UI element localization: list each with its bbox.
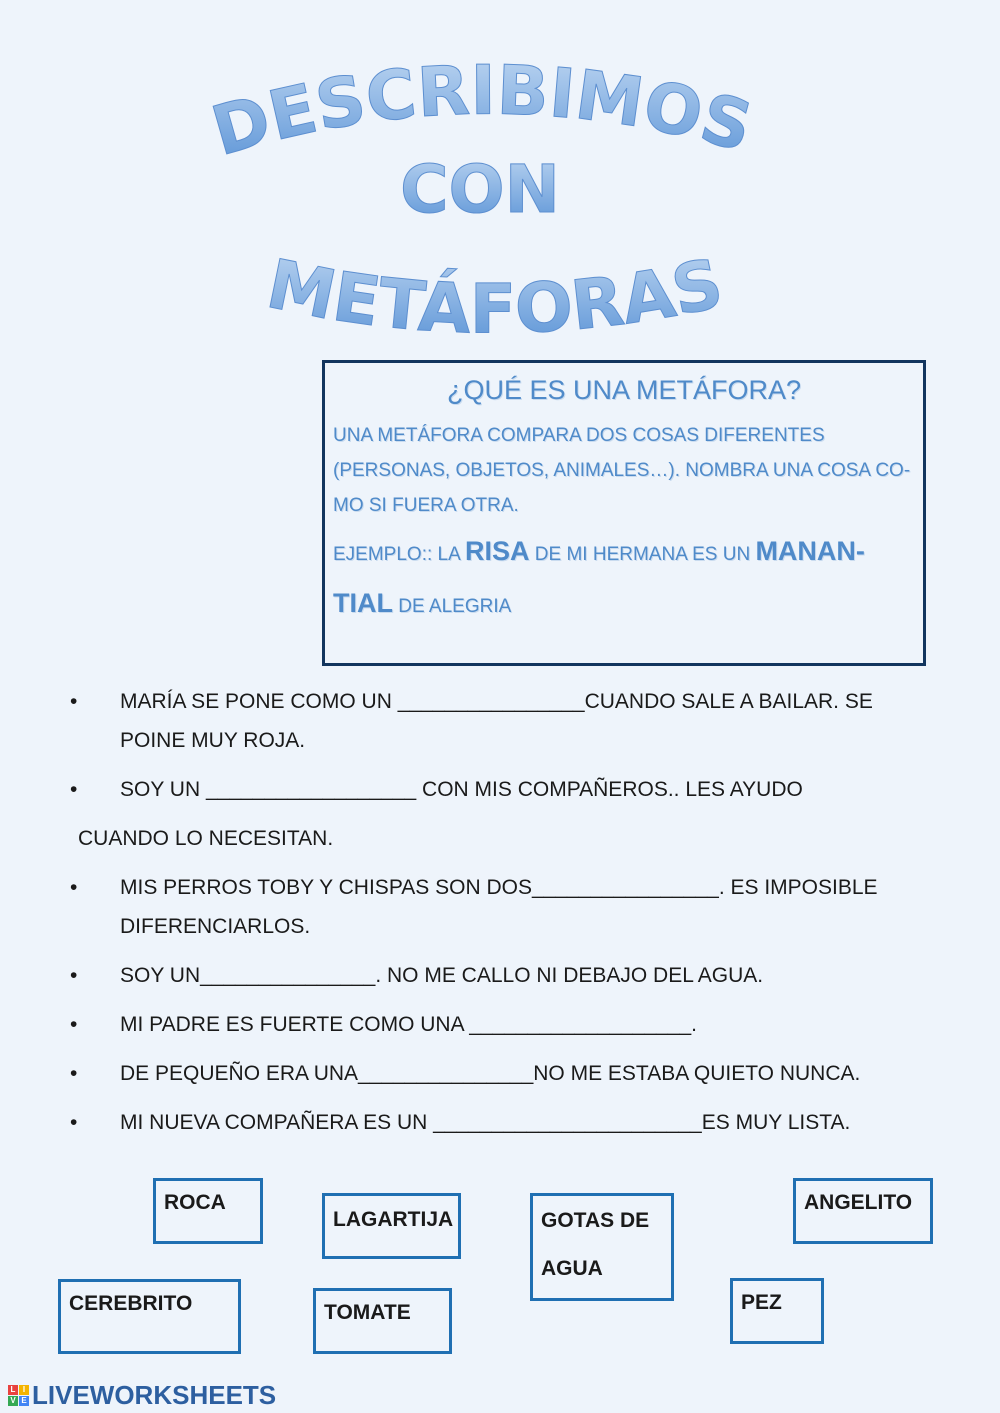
bullet: • — [70, 1111, 78, 1134]
title-line-2: CON — [400, 151, 560, 228]
example-prefix: EJEMPLO:: LA — [333, 544, 465, 565]
word-card-lagartija[interactable]: LAGARTIJA — [322, 1193, 461, 1259]
bullet: • — [70, 876, 78, 899]
sentence-continuation: CUANDO LO NECESITAN. — [78, 827, 334, 850]
logo-mark-icon — [8, 1385, 29, 1406]
word-card-gotas-de-agua[interactable]: GOTAS DE AGUA — [530, 1193, 674, 1301]
bullet: • — [70, 1013, 78, 1036]
logo-letter: L — [8, 1385, 18, 1395]
example-mid: DE MI HERMANA ES UN — [529, 544, 756, 565]
sentence-text: MARÍA SE PONE COMO UN ________________CUANDO SALE A BAILAR. SE POINE MUY ROJA. — [120, 690, 873, 752]
example-suffix: DE ALEGRIA — [393, 596, 512, 617]
bullet: • — [70, 1062, 78, 1085]
example-word-risa: RISA — [465, 536, 530, 566]
word-card-roca[interactable]: ROCA — [153, 1178, 263, 1244]
sentence-item — [60, 868, 940, 946]
sentence-item — [60, 956, 940, 995]
word-card-tomate[interactable]: TOMATE — [313, 1288, 452, 1354]
logo-letter: V — [8, 1396, 18, 1406]
definition-heading: ¿QUÉ ES UNA METÁFORA? — [446, 375, 802, 405]
example-word-manantial: MANAN-TIAL — [333, 536, 865, 618]
bullet: • — [70, 690, 78, 713]
sentence-text: SOY UN __________________ CON MIS COMPAÑEROS.. LES AYUDO — [120, 778, 803, 801]
sentence-text: SOY UN_______________. NO ME CALLO NI DEBAJO DEL AGUA. — [120, 964, 764, 987]
bullet: • — [70, 778, 78, 801]
title-wordart — [0, 40, 1000, 340]
sentence-text: MI NUEVA COMPAÑERA ES UN _______________________ES MUY LISTA. — [120, 1111, 851, 1134]
sentence-list — [60, 682, 940, 1152]
logo-text: LIVEWORKSHEETS — [32, 1380, 277, 1410]
sentence-item — [60, 682, 940, 760]
sentence-text: DE PEQUEÑO ERA UNA_______________NO ME ESTABA QUIETO NUNCA. — [120, 1062, 861, 1085]
sentence-item — [60, 1005, 940, 1044]
logo-letter: I — [19, 1385, 29, 1395]
sentence-item — [60, 1103, 940, 1142]
word-card-angelito[interactable]: ANGELITO — [793, 1178, 933, 1244]
title-line-3: METÁFORAS — [260, 244, 730, 340]
title-line-1: DESCRIBIMOS — [203, 51, 761, 172]
definition-example — [333, 527, 915, 631]
sentence-item — [60, 770, 940, 809]
liveworksheets-logo — [8, 1380, 276, 1411]
word-card-pez[interactable]: PEZ — [730, 1278, 824, 1344]
definition-body: UNA METÁFORA COMPARA DOS COSAS DIFERENTES (PERSONAS, OBJETOS, ANIMALES…). NOMBRA UNA COSA CO-MO SI FUERA OTRA. — [333, 425, 911, 516]
sentence-item — [60, 1054, 940, 1093]
logo-letter: E — [19, 1396, 29, 1406]
sentence-text: MI PADRE ES FUERTE COMO UNA ___________________. — [120, 1013, 698, 1036]
definition-box — [322, 360, 926, 666]
sentence-text: MIS PERROS TOBY Y CHISPAS SON DOS________________. ES IMPOSIBLE DIFERENCIARLOS. — [120, 876, 878, 938]
bullet: • — [70, 964, 78, 987]
word-card-cerebrito[interactable]: CEREBRITO — [58, 1279, 241, 1354]
